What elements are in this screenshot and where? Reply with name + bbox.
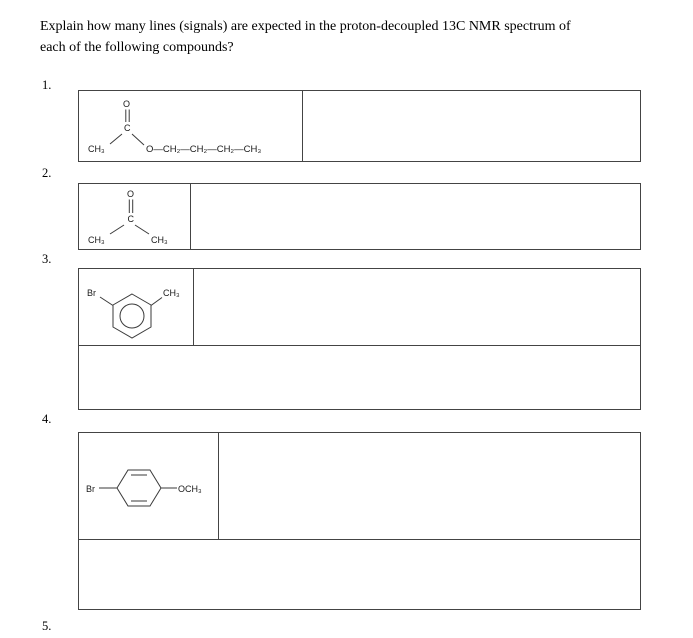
bromoanisole-br-label: Br	[86, 484, 95, 494]
acetone-oxygen-label: O	[127, 189, 135, 199]
answer-area-3a	[194, 269, 640, 345]
bond-line	[132, 134, 144, 145]
item-number-4: 4.	[42, 412, 52, 426]
answer-box-4	[78, 432, 641, 610]
acetone-methyl-right-label: CH₃	[151, 235, 168, 245]
bond-line	[135, 225, 149, 234]
bromotoluene-structure-drawing	[79, 269, 194, 345]
question-line-1: Explain how many lines (signals) are expected in the proton-decoupled 13C NMR spectrum of	[40, 19, 571, 34]
item-number-2: 2.	[42, 166, 52, 180]
ester-carbonyl-oxygen-label: O	[123, 99, 131, 109]
question-line-2: each of the following compounds?	[40, 40, 234, 55]
answer-box-1-row	[79, 91, 640, 161]
acetone-carbon-label: C	[127, 214, 134, 224]
bond-line	[110, 225, 124, 234]
answer-box-1	[78, 90, 641, 162]
bond-line	[100, 297, 113, 306]
bond-line	[110, 134, 122, 144]
answer-area-2	[191, 184, 640, 249]
item-number-5: 5.	[42, 619, 52, 633]
answer-box-4-row-bottom	[79, 539, 640, 609]
ester-methyl-label: CH₃	[88, 144, 105, 154]
bromotoluene-br-label: Br	[87, 288, 96, 298]
structure-cell-ester	[79, 91, 303, 161]
ester-carbonyl-carbon-label: C	[124, 123, 131, 133]
answer-box-2-row	[79, 184, 640, 249]
bond-line	[151, 298, 162, 306]
ester-structure-drawing	[79, 91, 303, 161]
aromatic-ring-circle	[120, 304, 144, 328]
answer-box-3-row-top	[79, 269, 640, 345]
ester-chain-label: O—CH₂—CH₂—CH₂—CH₃	[146, 144, 262, 155]
question-text	[40, 16, 571, 58]
answer-box-4-row-top	[79, 433, 640, 539]
acetone-structure-drawing	[79, 184, 191, 249]
answer-area-4a	[219, 433, 640, 539]
answer-area-3b	[79, 346, 640, 409]
item-number-3: 3.	[42, 252, 52, 266]
answer-area-4b	[79, 540, 640, 609]
acetone-methyl-left-label: CH₃	[88, 235, 105, 245]
structure-cell-acetone	[79, 184, 191, 249]
structure-cell-bromoanisole	[79, 433, 219, 539]
answer-box-2	[78, 183, 641, 250]
bromotoluene-methyl-label: CH₃	[163, 288, 180, 298]
answer-box-3-row-bottom	[79, 345, 640, 409]
bromoanisole-structure-drawing	[79, 433, 219, 539]
answer-box-3	[78, 268, 641, 410]
answer-area-1	[303, 91, 640, 161]
structure-cell-bromotoluene	[79, 269, 194, 345]
bromoanisole-methoxy-label: OCH₃	[178, 484, 202, 494]
benzene-ring	[113, 294, 151, 338]
item-number-1: 1.	[42, 78, 52, 92]
